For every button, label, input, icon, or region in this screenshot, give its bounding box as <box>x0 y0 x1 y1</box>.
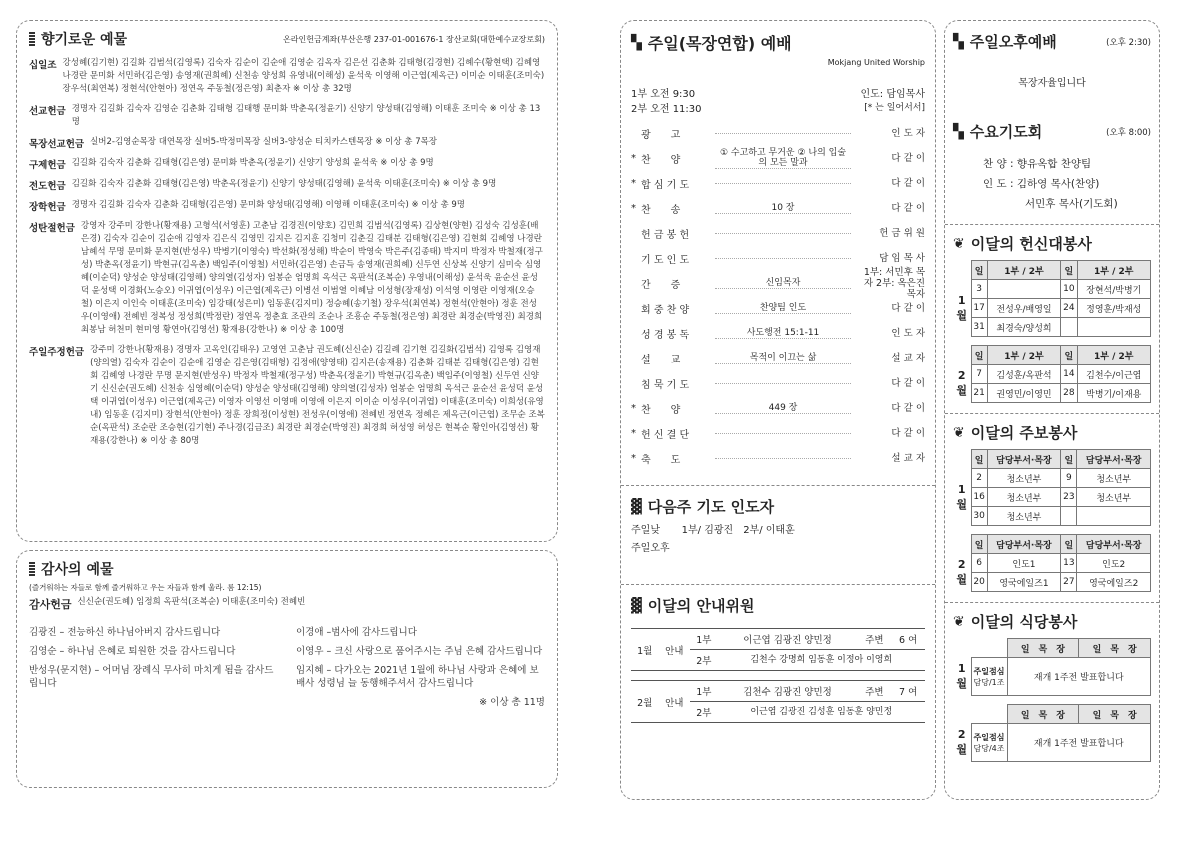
worship-item <box>631 267 925 300</box>
next-prayer-heading: ▓ 다음주 기도 인도자 <box>631 498 775 516</box>
worship-role: 1부: 서민후 목자 2부: 옥은진 목자 <box>863 267 925 300</box>
cell: 영국에일즈1 <box>987 573 1061 592</box>
cell: 전성우/배영일 <box>987 299 1060 318</box>
bulletin-tables <box>953 449 1151 592</box>
thanks-total: ※ 이상 총 11명 <box>479 697 545 708</box>
cell: 23 <box>1061 488 1077 507</box>
worship-role: 다 같 이 <box>891 203 925 214</box>
offering-label: 선교헌금 <box>29 106 66 117</box>
bulletin-table <box>953 449 1151 526</box>
cell: 김성훈/옥판석 <box>987 365 1060 384</box>
wednesday-title: ▚ 수요기도회 <box>953 123 1043 141</box>
offering-names: 김길화 김숙자 김춘화 김태형(김은영) 문미화 박춘옥(정윤기) 신양기 양성희 윤석욱 ※ 이상 총 9명 <box>71 158 434 168</box>
usher-row <box>631 681 925 702</box>
offering-row <box>29 178 545 192</box>
kitchen-heading: ❦ 이달의 식당봉사 <box>953 613 1078 631</box>
thanks-left-col <box>29 626 278 709</box>
worship-role: 담 임 목 사 <box>879 253 925 264</box>
offering-label: 전도헌금 <box>29 181 66 192</box>
cell: 6 <box>971 554 987 573</box>
cell: 정영훈/박재성 <box>1077 299 1151 318</box>
hatch-icon: ▓ <box>631 597 642 614</box>
dedication-tables <box>953 260 1151 403</box>
wednesday-info: 찬 양 : 향유옥합 찬양팀 인 도 : 김하영 목사(찬양) 서민후 목사(기도회) <box>983 158 1118 210</box>
worship-role: 설 교 자 <box>891 353 925 364</box>
worship-role: 인 도 자 <box>891 128 925 139</box>
kitchen-row <box>953 658 1151 696</box>
usher-row <box>631 629 925 650</box>
offering-label: 주일주정헌금 <box>29 347 85 358</box>
offering-names: 실버2-김영순목장 대연목장 실버5-박정미목장 실버3-양성순 티치카스텐목장 ※ 이상 총 7목장 <box>90 137 438 147</box>
worship-detail: 449 장 <box>715 403 851 414</box>
cell: 31 <box>971 318 987 337</box>
thanks-note: 이경애 –범사에 감사드립니다 <box>296 627 417 638</box>
worship-item <box>631 196 925 221</box>
worship-info <box>631 85 925 115</box>
cell: 장현석/박병기 <box>1077 280 1151 299</box>
column-header: 1부 / 2부 <box>987 261 1060 280</box>
worship-name: 합 심 기 도 <box>641 180 690 191</box>
bulletin-row <box>953 554 1151 573</box>
column-header: 일 목 장 <box>1007 639 1079 658</box>
offering-names: 강주미 강한나(황재용) 경명자 고옥인(김태우) 고영연 고춘남 권도혜(신신순) 김길례 김기현 김길화(김범석) 김영록 김영재(양의열) 김숙자 김순이 김순애 김영순 김은영(김태형) 김정애(양영태) 김지은(송재용) 김춘화 김태분 김태형(김은영) 김현회 김혜영 나경란 무명 문지현(반성우) 박정자 박철재(정구성) 박춘옥(정윤기) 박현규(김옥춘) 백임주(이영철) 신두연 신양기 신신순(권도혜) 신천송 심영혜(이순덕) 양성순 양성태(김영해) 양의열(김성자) 엄봉순 엄명희 옥석근 윤순선 윤성덕 윤성택 이귀엽(이성우) 이근엽(제옥근) 이영자 이영선 이영매 이영애 이은지 이이순 이성우(이귀엽) 이태훈(조미숙) 이희성(유영내) 임동훈 (김지미) 장현석(안현아) 정훈 장희정(이성현) 전성우(이영애) 전혜빈 정연옥 정혜은 제옥근(이근엽) 조무순 조복순(옥판석) 조순란 조승현(김기현) 주나경(김금조) 최경란 최경순(박영진) 최경희 허성영 허성은 현복순 황인아(김영선) 황재용(강한나) ※ 이상 총 80명 <box>90 345 545 446</box>
ushers-section <box>621 584 935 723</box>
kitchen-table <box>953 638 1151 696</box>
offering-names: 강성혜(김기현) 김길화 김범석(김영록) 김숙자 김순이 김순애 김영순 김옥자 김은선 김춘화 김태형(김경현) 김혜수(황현택) 김혜영 나경란 문미화 서민하(김은영) 송영재(권희혜) 신천송 양성희 유영내(이해성) 윤석욱 이영해 이근엽(제옥근) 이미순 이태훈(조미숙) 장우석(최연복) 정현석(안현아) 정연옥 주동철(정은영) 최춘자 ※ 이상 총 32명 <box>62 58 545 94</box>
dedication-row <box>953 280 1151 299</box>
bulletin-row <box>953 573 1151 592</box>
usher-week-label: 주변 <box>858 681 892 702</box>
usher-part: 2부 <box>690 702 717 723</box>
kitchen-duty-a: 주일점심 <box>973 732 1005 742</box>
offering-label: 십일조 <box>29 60 57 71</box>
worship-box <box>620 20 936 800</box>
cell <box>1061 318 1077 337</box>
kitchen-text: 재개 1주전 발표합니다 <box>1007 724 1151 762</box>
column-header: 1부 / 2부 <box>987 346 1060 365</box>
corner-mark-icon: ▚ <box>953 123 964 140</box>
month-label: 2월 <box>956 369 968 397</box>
column-header: 일 <box>1061 535 1077 554</box>
cell: 28 <box>1061 384 1077 403</box>
usher-spacer <box>631 671 925 681</box>
column-header: 담당부서·목장 <box>1077 535 1151 554</box>
column-header: 1부 / 2부 <box>1077 261 1151 280</box>
column-header: 일 목 장 <box>1079 639 1151 658</box>
worship-detail: 사도행전 15:1-11 <box>715 328 851 339</box>
bulletin-row <box>953 469 1151 488</box>
kitchen-duty-b: 담당/4조 <box>973 743 1005 753</box>
thanks-note: 이영우 – 크신 사랑으로 품어주시는 주님 은혜 감사드립니다 <box>296 646 543 657</box>
offering-row <box>29 57 545 96</box>
cell: 21 <box>971 384 987 403</box>
usher-names: 김천수 강명희 임동훈 이정아 이영희 <box>718 650 925 671</box>
column-header: 일 <box>971 535 987 554</box>
kitchen-duty-b: 담당/1조 <box>973 677 1005 687</box>
cell: 청소년부 <box>987 507 1061 526</box>
month-spacer <box>953 639 971 658</box>
offering-names: 경명자 김길화 김숙자 김춘화 김태형(김은영) 문미화 양성태(김영해) 이영해 이태훈(조미숙) ※ 이상 총 9명 <box>71 200 466 210</box>
column-header: 일 <box>971 261 987 280</box>
worship-times: 1부 오전 9:30 2부 오전 11:30 <box>631 89 702 115</box>
worship-name: 헌 신 결 단 <box>641 430 690 441</box>
offering-row <box>29 199 545 213</box>
worship-detail: ① 수고하고 무거운 ② 나의 입술의 모든 말과 <box>715 148 851 169</box>
worship-item <box>631 446 925 471</box>
kitchen-row <box>953 724 1151 762</box>
cell: 27 <box>1061 573 1077 592</box>
cell <box>1077 507 1151 526</box>
kitchen-tables <box>953 638 1151 762</box>
worship-name: 찬 송 <box>641 205 681 216</box>
worship-item <box>631 396 925 421</box>
usher-part: 1부 <box>690 629 717 650</box>
usher-week-val: 6 여 <box>891 629 925 650</box>
heading-bar-icon <box>29 32 35 46</box>
worship-detail <box>715 458 851 459</box>
month-spacer <box>971 705 1007 724</box>
worship-detail <box>715 433 851 434</box>
cell: 청소년부 <box>987 469 1061 488</box>
usher-part: 2부 <box>690 650 717 671</box>
column-header: 담당부서·목장 <box>1077 450 1151 469</box>
kitchen-section <box>945 602 1159 762</box>
worship-name: 헌 금 봉 헌 <box>641 230 690 241</box>
worship-role: 다 같 이 <box>891 178 925 189</box>
cell: 13 <box>1061 554 1077 573</box>
cell: 인도1 <box>987 554 1061 573</box>
column-header: 담당부서·목장 <box>987 450 1061 469</box>
worship-name: 침 묵 기 도 <box>641 380 690 391</box>
dedication-header <box>953 346 1151 365</box>
thanks-note: 반성우(문지현) – 어머님 장례식 무사히 마치게 됨을 감사드립니다 <box>29 665 274 689</box>
offering-names: 김길화 김숙자 김춘화 김태형(김은영) 박춘옥(정윤기) 신양기 양성태(김영해) 윤석욱 이태훈(조미숙) ※ 이상 총 9명 <box>71 179 497 189</box>
dedication-section <box>945 224 1159 403</box>
usher-week-label: 주변 <box>858 629 892 650</box>
bulletin-header <box>953 450 1151 469</box>
worship-detail <box>715 258 851 259</box>
cell: 7 <box>971 365 987 384</box>
thanks-box <box>16 550 558 788</box>
thanks-heading: 감사의 예물 <box>29 559 545 579</box>
afternoon-time: (오후 2:30) <box>1106 37 1151 48</box>
cell: 14 <box>1061 365 1077 384</box>
worship-star: * <box>631 403 636 414</box>
leaf-icon: ❦ <box>953 424 965 441</box>
offering-row <box>29 136 545 150</box>
thanks-note: 임지혜 – 다가오는 2021년 1월에 하나님 사랑과 은혜에 보배사 성령님 늘 동행해주셔서 감사드립니다 <box>296 665 539 689</box>
worship-order <box>631 121 925 471</box>
worship-item <box>631 221 925 246</box>
thanks-right-col <box>296 626 545 709</box>
wednesday-heading <box>953 121 1151 142</box>
bulletin-section <box>945 413 1159 592</box>
next-prayer-body <box>631 521 925 554</box>
cell: 김천수/이근엽 <box>1077 365 1151 384</box>
worship-detail: 10 장 <box>715 203 851 214</box>
right-column-box <box>944 20 1160 800</box>
corner-mark-icon: ▚ <box>953 33 964 50</box>
spacer-cell <box>631 671 658 681</box>
worship-role: 설 교 자 <box>891 453 925 464</box>
cell: 청소년부 <box>1077 469 1151 488</box>
worship-star: * <box>631 428 636 439</box>
offering-list <box>29 57 545 448</box>
dedication-table <box>953 345 1151 403</box>
worship-heading: ▚ 주일(목장연합) 예배 <box>631 34 792 53</box>
worship-detail <box>715 133 851 134</box>
dedication-heading: ❦ 이달의 헌신대봉사 <box>953 235 1092 253</box>
worship-item <box>631 321 925 346</box>
bulletin-table <box>953 534 1151 592</box>
month-spacer <box>953 535 971 554</box>
offering-names: 경명자 김길화 김숙자 김영순 김춘화 김태형 김태행 문미화 박춘옥(정윤기) 신양기 양성태(김영해) 이태훈 조미숙 ※ 이상 총 13명 <box>71 104 541 127</box>
dedication-row <box>953 318 1151 337</box>
cell: 박병기/이재용 <box>1077 384 1151 403</box>
worship-name: 축 도 <box>641 455 681 466</box>
afternoon-title: ▚ 주일오후예배 <box>953 33 1057 51</box>
month-label: 1월 <box>956 293 968 322</box>
offering-names: 강영자 강주미 강한나(황재용) 고형석(서영훈) 고춘남 김경진(이양호) 김민희 김범석(김영록) 김상현(양현) 김성숙 김성훈(배은경) 김숙자 김순이 김순애 김영자 김은식 김영민 김지은 김지훈 김청미 김춘길 김태분 김태형(김은영) 김현회 김혜영 나경란 남혜석 무명 문미화 문지현(반성우) 박병기(이영숙) 박선화(정성해) 박순이 박영숙 박은주(김종태) 박지미 박정자 박철재(정구성) 박춘옥(정윤기) 박현규(김옥춘) 백임주(이영철) 서민하(김은영) 손금득 송영재(권희혜) 신두연 신상복 신양기 심미숙 심영혜(이순덕) 양성순 양성태(김영해) 양의열(김성자) 엄봉순 엄명희 옥석근 옥판석(조복순) 우영내(이해성) 윤석욱 윤순선 윤성덕 윤성택 이경화(노승오) 이귀엽(이성우) 이근엽(제옥근) 이병선 이범열 이혜남 이성형(장재성) 이석영 이영란 이영재(오승철) 이은지 이인숙 이태훈(조미숙) 임강태(성은미) 임동훈(김지미) 정승혜(송기철) 장우석(최연복) 정현석(안현아) 정훈 전성우(이영애) 전혜빈 정복성 정성희(박정란) 정연옥 정춘효 조관의 조순나 조흥순 주동철(정은영) 최경란 최경순(박영진) 최경희 최봉남 허천미 현미영 황연아(김영선) 황재용(강한나) ※ 이상 총 100명 <box>80 221 543 335</box>
worship-name: 찬 양 <box>641 155 681 166</box>
usher-month: 1월 <box>631 629 658 671</box>
cell: 16 <box>971 488 987 507</box>
worship-detail <box>715 233 851 234</box>
bulletin-row <box>953 507 1151 526</box>
cell: 30 <box>971 507 987 526</box>
cell: 10 <box>1061 280 1077 299</box>
corner-mark-icon: ▚ <box>631 34 642 51</box>
month-label: 2월 <box>956 558 968 586</box>
worship-item <box>631 371 925 396</box>
worship-role: 다 같 이 <box>891 403 925 414</box>
bulletin-row <box>953 488 1151 507</box>
worship-name: 간 증 <box>641 280 681 291</box>
month-label: 1월 <box>956 482 968 511</box>
worship-item <box>631 171 925 196</box>
thanks-notes <box>29 626 545 709</box>
worship-subtitle: Mokjang United Worship <box>827 58 925 67</box>
offering-row <box>29 103 545 129</box>
dedication-row <box>953 384 1151 403</box>
cell: 24 <box>1061 299 1077 318</box>
worship-name: 광 고 <box>641 130 681 141</box>
offering-label: 구제헌금 <box>29 160 66 171</box>
worship-star: * <box>631 153 636 164</box>
cell: 2 <box>971 469 987 488</box>
worship-star: * <box>631 453 636 464</box>
month-spacer <box>953 450 971 469</box>
kitchen-header <box>953 639 1151 658</box>
usher-week-val: 7 여 <box>891 681 925 702</box>
worship-role: 다 같 이 <box>891 428 925 439</box>
thanks-note: 김영순 – 하나님 은혜로 퇴원한 것을 감사드립니다 <box>29 646 236 657</box>
worship-name: 회 중 찬 양 <box>641 305 690 316</box>
kitchen-duty-a: 주일점심 <box>973 666 1005 676</box>
cell: 청소년부 <box>987 488 1061 507</box>
offering-row <box>29 157 545 171</box>
leaf-icon: ❦ <box>953 235 965 252</box>
usher-names: 김천수 김광진 양민정 <box>718 681 858 702</box>
next-prayer-labels: 주일낮 주일오후 <box>631 525 670 554</box>
column-header: 일 목 장 <box>1079 705 1151 724</box>
thanks-note: 김광진 – 전능하신 하나님아버지 감사드립니다 <box>29 627 221 638</box>
worship-detail <box>715 183 851 184</box>
hatch-icon: ▓ <box>631 498 642 515</box>
month-spacer <box>971 639 1007 658</box>
usher-role: 안내 <box>658 629 690 671</box>
worship-role: 다 같 이 <box>891 378 925 389</box>
cell <box>987 280 1060 299</box>
offering-label: 목장선교헌금 <box>29 139 85 150</box>
worship-item <box>631 421 925 446</box>
usher-month: 2월 <box>631 681 658 723</box>
offering-row <box>29 220 545 337</box>
offering-label: 성탄절헌금 <box>29 223 75 234</box>
worship-name: 설 교 <box>641 355 681 366</box>
ushers-heading: ▓ 이달의 안내위원 <box>631 597 755 615</box>
worship-star: * <box>631 178 636 189</box>
worship-item <box>631 146 925 171</box>
wednesday-time: (오후 8:00) <box>1106 127 1151 138</box>
kitchen-duty <box>971 658 1007 696</box>
worship-role: 다 같 이 <box>891 153 925 164</box>
cell: 영국에일즈2 <box>1077 573 1151 592</box>
next-prayer-section <box>621 485 935 554</box>
month-spacer <box>953 705 971 724</box>
column-header: 일 <box>1061 450 1077 469</box>
thanks-verse: (즐거워하는 자들로 함께 즐거워하고 우는 자들과 함께 울라. 롬 12:15) <box>29 583 262 592</box>
ushers-table <box>631 628 925 723</box>
column-header: 담당부서·목장 <box>987 535 1061 554</box>
heading-bar-icon <box>29 562 35 576</box>
usher-part: 1부 <box>690 681 717 702</box>
worship-star: * <box>631 203 636 214</box>
thanks-offering-row: 감사헌금 신신순(권도혜) 임정희 옥판석(조복순) 이태훈(조미숙) 전혜빈 <box>29 597 306 611</box>
cell <box>1077 318 1151 337</box>
next-prayer-names: 1부/ 김광진 2부/ 이태훈 <box>681 525 795 536</box>
cell: 인도2 <box>1077 554 1151 573</box>
month-spacer <box>953 261 971 280</box>
kitchen-table <box>953 704 1151 762</box>
kitchen-header <box>953 705 1151 724</box>
usher-names: 이근엽 김광진 양민정 <box>718 629 858 650</box>
month-spacer <box>953 346 971 365</box>
cell: 17 <box>971 299 987 318</box>
worship-role: 인 도 자 <box>891 328 925 339</box>
column-header: 일 <box>971 346 987 365</box>
worship-name: 기 도 인 도 <box>641 255 690 266</box>
account-info: 온라인헌금계좌(부산은행 237-01-001676-1 장산교회(대한예수교장로회) <box>283 34 545 44</box>
column-header: 1부 / 2부 <box>1077 346 1151 365</box>
kitchen-duty <box>971 724 1007 762</box>
cell: 20 <box>971 573 987 592</box>
worship-name: 성 경 봉 독 <box>641 330 690 341</box>
cell: 권영민/이영민 <box>987 384 1060 403</box>
bulletin-heading: ❦ 이달의 주보봉사 <box>953 424 1078 442</box>
bulletin-header <box>953 535 1151 554</box>
offering-label: 장학헌금 <box>29 202 66 213</box>
worship-detail: 목적이 이끄는 삶 <box>715 353 851 364</box>
cell: 최경숙/양성희 <box>987 318 1060 337</box>
column-header: 일 <box>971 450 987 469</box>
offering-box <box>16 20 558 542</box>
column-header: 일 목 장 <box>1007 705 1079 724</box>
dedication-row <box>953 299 1151 318</box>
worship-detail: 신임목자 <box>715 278 851 289</box>
column-header: 일 <box>1061 346 1077 365</box>
month-label: 1월 <box>956 662 968 690</box>
afternoon-heading <box>953 31 1151 52</box>
worship-role: 헌 금 위 원 <box>879 228 925 239</box>
cell: 청소년부 <box>1077 488 1151 507</box>
worship-detail: 찬양팀 인도 <box>715 303 851 314</box>
worship-detail <box>715 383 851 384</box>
kitchen-text: 재개 1주전 발표합니다 <box>1007 658 1151 696</box>
worship-leader-info: 인도: 담임목사 [* 는 일어서서] <box>860 89 925 113</box>
usher-names: 이근엽 김광진 김성훈 임동훈 양민정 <box>718 702 925 723</box>
dedication-row <box>953 365 1151 384</box>
usher-role: 안내 <box>658 681 690 723</box>
month-label: 2월 <box>956 728 968 756</box>
cell: 3 <box>971 280 987 299</box>
dedication-table <box>953 260 1151 337</box>
cell <box>1061 507 1077 526</box>
worship-name: 찬 양 <box>641 405 681 416</box>
afternoon-text: 목장자율입니다 <box>1018 78 1086 89</box>
column-header: 일 <box>1061 261 1077 280</box>
offering-heading: 향기로운 예물 <box>29 29 127 49</box>
offering-row <box>29 344 545 448</box>
dedication-header <box>953 261 1151 280</box>
cell: 9 <box>1061 469 1077 488</box>
worship-item <box>631 346 925 371</box>
leaf-icon: ❦ <box>953 613 965 630</box>
worship-item <box>631 121 925 146</box>
worship-role: 다 같 이 <box>891 303 925 314</box>
